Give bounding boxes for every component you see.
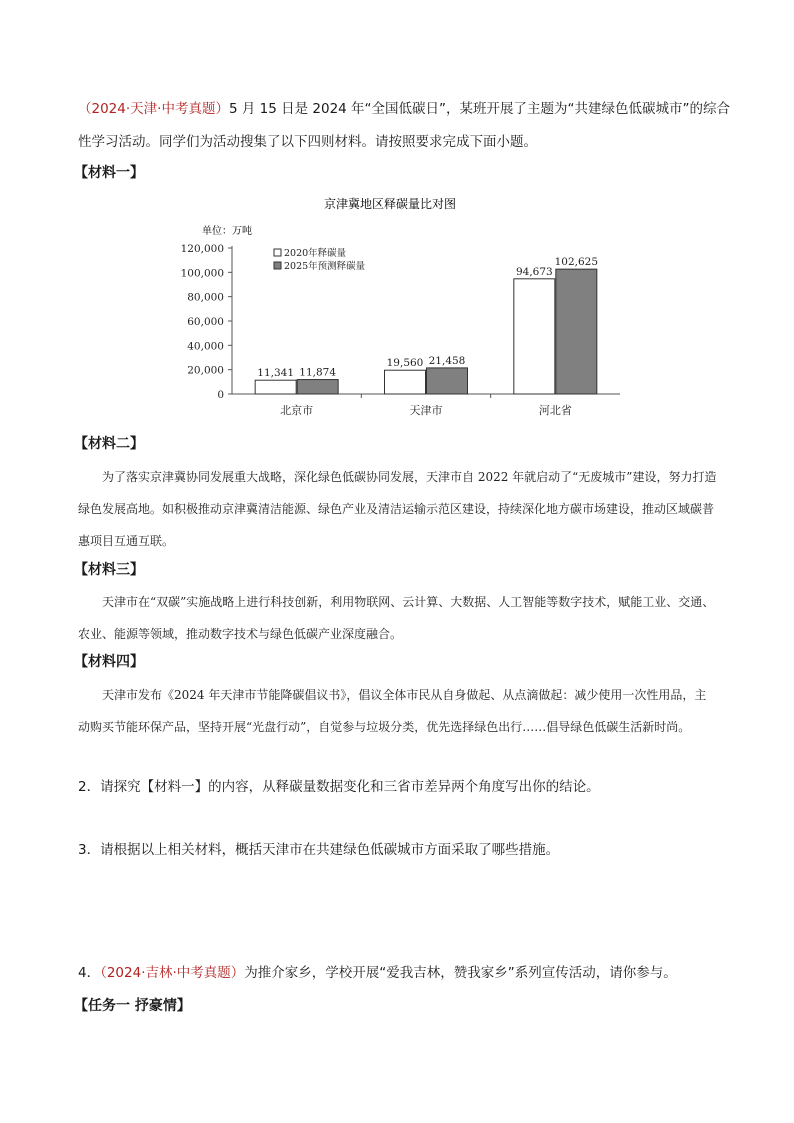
category-label: 北京市	[280, 404, 314, 417]
y-tick-label: 60,000	[187, 316, 224, 328]
bar-2020	[255, 380, 296, 394]
material2-heading: 【材料二】	[74, 436, 144, 452]
question-4	[78, 963, 677, 983]
bar-value-label: 11,341	[257, 367, 295, 380]
question-4-number: 4．	[78, 965, 101, 981]
legend-label: 2025年预测释碳量	[284, 261, 366, 272]
question-4-text: 为推介家乡，学校开展“爱我吉林，赞我家乡”系列宣传活动，请你参与。	[244, 965, 677, 981]
bar-value-label: 11,874	[299, 366, 337, 379]
carbon-emission-chart	[150, 190, 630, 420]
task1-heading: 【任务一 抒豪情】	[74, 998, 191, 1014]
chart-title: 京津冀地区释碳量比对图	[323, 197, 457, 211]
intro-line-1	[78, 99, 731, 119]
bar-value-label: 21,458	[428, 354, 466, 367]
y-tick-label: 0	[217, 389, 224, 401]
material1-heading: 【材料一】	[74, 165, 144, 181]
intro-source: （2024·天津·中考真题）	[78, 101, 229, 117]
bar-2020	[385, 370, 426, 394]
bar-value-label: 102,625	[554, 256, 599, 269]
material3-text: 天津市在“双碳”实施战略上进行科技创新，利用物联网、云计算、大数据、人工智能等数字技术，赋能工业、交通、农业、能源等领域，推动数字技术与绿色低碳产业深度融合。	[78, 595, 715, 641]
y-tick-label: 120,000	[180, 243, 224, 255]
bar-2025	[297, 380, 338, 394]
y-tick-label: 20,000	[187, 364, 224, 377]
chart-unit-label: 单位：万吨	[202, 226, 252, 237]
category-label: 河北省	[538, 404, 572, 417]
y-tick-label: 40,000	[187, 340, 224, 353]
legend-label: 2020年释碳量	[284, 248, 347, 259]
bar-value-label: 94,673	[515, 265, 553, 278]
material2-text: 为了落实京津冀协同发展重大战略，深化绿色低碳协同发展，天津市自 2022 年就启动了“无废城市”建设，努力打造绿色发展高地。如积极推动京津冀清洁能源、绿色产业及清洁运输示范区建设，持续深化地方碳市场建设，推动区域碳普惠项目互通互联。	[78, 470, 717, 548]
bar-2020	[514, 279, 555, 394]
question-4-source: （2024·吉林·中考真题）	[100, 965, 245, 981]
y-tick-label: 80,000	[187, 291, 224, 304]
category-label: 天津市	[409, 404, 443, 417]
question-2: 2．请探究【材料一】的内容，从释碳量数据变化和三省市差异两个角度写出你的结论。	[78, 779, 600, 795]
material3-heading: 【材料三】	[74, 562, 144, 578]
y-tick-label: 100,000	[180, 267, 224, 280]
bar-2025	[556, 269, 597, 394]
bar-value-label: 19,560	[386, 357, 424, 370]
bar-2025	[427, 368, 468, 394]
legend-swatch	[274, 249, 281, 256]
material4-text: 天津市发布《2024 年天津市节能降碳倡议书》，倡议全体市民从自身做起、从点滴做起：减少使用一次性用品，主动购买节能环保产品，坚持开展“光盘行动”，自觉参与垃圾分类，优先选择绿色出行……倡导绿色低碳生活新时尚。	[78, 688, 707, 734]
question-3: 3．请根据以上相关材料，概括天津市在共建绿色低碳城市方面采取了哪些措施。	[78, 842, 560, 858]
legend-swatch	[274, 262, 281, 269]
material4-heading: 【材料四】	[74, 654, 144, 670]
intro-text-1: 5 月 15 日是 2024 年“全国低碳日”，某班开展了主题为“共建绿色低碳城市”的综合	[228, 101, 731, 117]
intro-line-2: 性学习活动。同学们为活动搜集了以下四则材料。请按照要求完成下面小题。	[78, 134, 537, 150]
